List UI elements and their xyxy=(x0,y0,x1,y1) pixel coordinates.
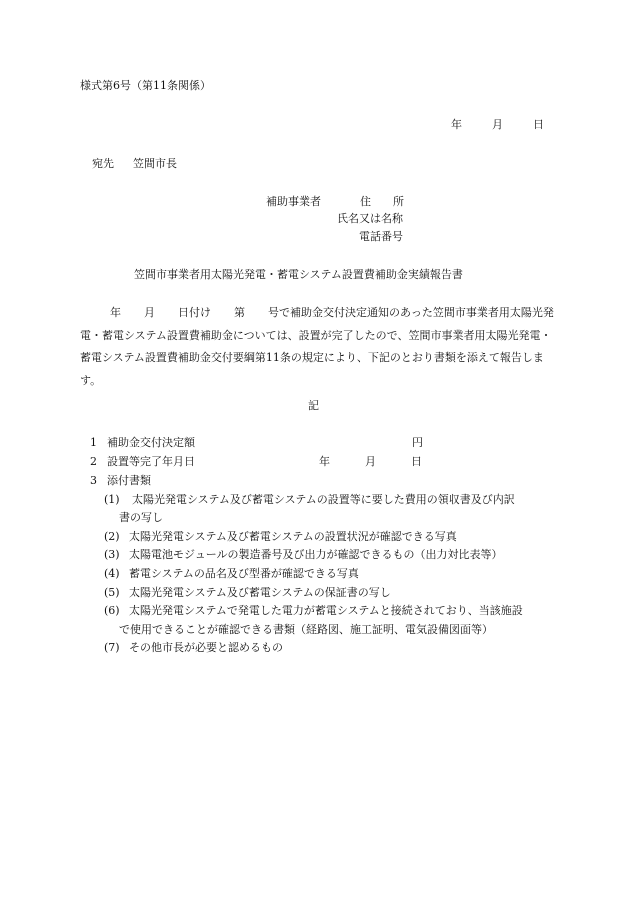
addressee-prefix: 宛先 xyxy=(92,157,114,170)
attachment-5-line1: 太陽光発電システム及び蓄電システムの保証書の写し xyxy=(129,586,391,599)
addressee xyxy=(92,157,177,171)
attachment-6-line1: 太陽光発電システムで発電した電力が蓄電システムと接続されており、当該施設 xyxy=(129,604,523,617)
item-3-label: 添付書類 xyxy=(107,474,151,487)
body-year: 年 xyxy=(110,306,121,319)
body-paragraph xyxy=(80,302,558,392)
body-month: 月 xyxy=(144,306,155,319)
item-2-month: 月 xyxy=(365,455,376,468)
item-1-label: 補助金交付決定額 xyxy=(107,436,195,449)
attachment-1-number: (1) xyxy=(104,493,120,506)
attachment-1-line2: 書の写し xyxy=(119,511,163,524)
attachment-6-number: (6) xyxy=(104,604,120,617)
attachment-7-number: (7) xyxy=(104,641,120,654)
item-2-year: 年 xyxy=(319,455,330,468)
attachment-5-number: (5) xyxy=(104,586,120,599)
date-year: 年 xyxy=(451,118,462,131)
item-2-label: 設置等完了年月日 xyxy=(107,455,195,468)
date-day: 日 xyxy=(533,118,544,131)
body-dai: 第 xyxy=(234,306,245,319)
attachment-3-number: (3) xyxy=(104,548,120,561)
body-day-suffix: 日付け xyxy=(178,306,211,319)
applicant-address-label: 住 所 xyxy=(360,195,404,208)
item-1-yen: 円 xyxy=(412,436,423,449)
addressee-name: 笠間市長 xyxy=(133,157,177,170)
item-2-number: 2 xyxy=(90,455,97,468)
applicant-role: 補助事業者 xyxy=(266,195,321,208)
item-1-number: 1 xyxy=(90,436,97,449)
attachment-2-number: (2) xyxy=(104,530,120,543)
attachment-3-line1: 太陽電池モジュールの製造番号及び出力が確認できるもの（出力対比表等） xyxy=(129,548,503,561)
date-month: 月 xyxy=(492,118,503,131)
item-2-day: 日 xyxy=(411,455,422,468)
document-title: 笠間市事業者用太陽光発電・蓄電システム設置費補助金実績報告書 xyxy=(134,268,463,281)
attachment-4-number: (4) xyxy=(104,567,120,580)
ki-heading: 記 xyxy=(308,399,319,412)
attachment-6-line2: で使用できることが確認できる書類（経路図、施工証明、電気設備図面等） xyxy=(119,623,493,636)
attachment-2-line1: 太陽光発電システム及び蓄電システムの設置状況が確認できる写真 xyxy=(129,530,457,543)
attachment-1-line1: 太陽光発電システム及び蓄電システムの設置等に要した費用の領収書及び内訳 xyxy=(132,493,515,506)
attachment-7-line1: その他市長が必要と認めるもの xyxy=(129,641,283,654)
date-line xyxy=(451,118,544,132)
form-number-label: 様式第6号（第11条関係） xyxy=(80,79,211,92)
attachment-4-line1: 蓄電システムの品名及び型番が確認できる写真 xyxy=(129,567,359,580)
applicant-name-label: 氏名又は名称 xyxy=(337,212,403,225)
applicant-phone-label: 電話番号 xyxy=(359,230,403,243)
body-text: 号で補助金交付決定通知のあった笠間市事業者用太陽光発電・蓄電システム設置費補助金については、設置が完了したので、笠間市事業者用太陽光発電・蓄電システム設置費補助金交付要綱第11条の規定により、下記のとおり書類を添えて報告します。 xyxy=(80,306,554,387)
item-3-number: 3 xyxy=(90,474,97,487)
